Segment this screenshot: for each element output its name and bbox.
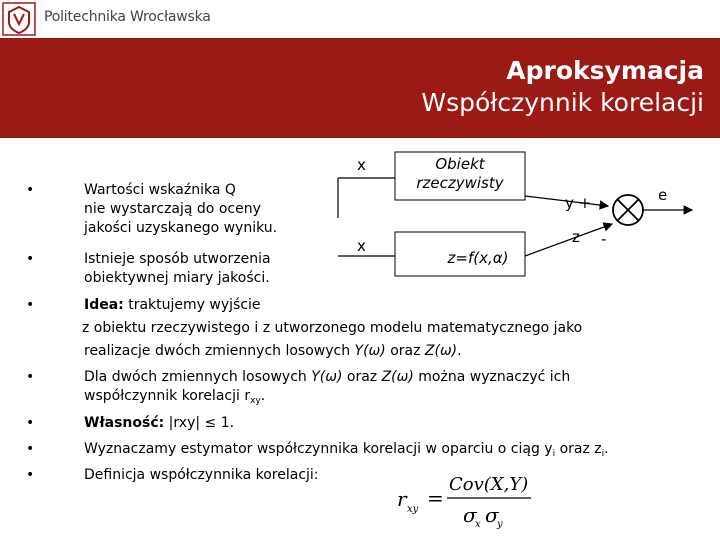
bullet-3-line-1: traktujemy wyjście bbox=[123, 297, 261, 313]
formula-sigma-2: σ bbox=[485, 503, 499, 527]
bullet-3-end: . bbox=[457, 343, 462, 359]
bullet-3-Z: Z(ω) bbox=[424, 343, 458, 359]
bullet-6-text: Wyznaczamy estymator współczynnika korelacji w oparciu o ciąg y bbox=[84, 441, 553, 457]
formula-numerator: Cov(X,Y) bbox=[449, 474, 529, 495]
formula-sigma-2-sub: y bbox=[497, 519, 503, 530]
formula-lhs: r bbox=[397, 487, 407, 511]
university-logo-icon bbox=[2, 2, 36, 36]
bullet-6-sub-1: i bbox=[552, 449, 556, 459]
input-x-bottom: x bbox=[357, 237, 366, 255]
slide-title: Aproksymacja bbox=[506, 56, 704, 85]
bullet-3-bold: Idea: bbox=[84, 297, 124, 313]
model-box-label: z=f(x,α) bbox=[447, 249, 509, 267]
bullet-3-cont bbox=[82, 319, 702, 338]
bullet-3-line-3: realizacje dwóch zmiennych losowych bbox=[84, 343, 355, 359]
formula-sigma-1-sub: x bbox=[475, 519, 481, 530]
bullet-1-line-2: nie wystarczają do oceny bbox=[84, 201, 261, 217]
object-box-line2: rzeczywisty bbox=[416, 174, 504, 192]
bullet-4-sub: xy bbox=[250, 396, 261, 406]
output-e-label: e bbox=[658, 186, 668, 204]
bullet-4-Y: Y(ω) bbox=[311, 369, 343, 385]
header-bar bbox=[0, 0, 720, 38]
bullet-1-line-1: Wartości wskaźnika Q bbox=[84, 182, 236, 198]
bullet-7-text: Definicja współczynnika korelacji: bbox=[84, 467, 319, 483]
bullet-2-line-2: obiektywnej miary jakości. bbox=[84, 270, 270, 286]
bullet-6-mid: oraz z bbox=[555, 441, 602, 457]
input-x-top: x bbox=[357, 156, 366, 174]
bullet-3-line-2: z obiektu rzeczywistego i z utworzonego modelu matematycznego jako bbox=[82, 320, 583, 336]
correlation-formula bbox=[395, 470, 535, 532]
z-line bbox=[525, 224, 612, 256]
formula-equals: = bbox=[427, 486, 444, 510]
bullet-6-sub-2: i bbox=[601, 449, 605, 459]
bullet-4-line-1b: można wyznaczyć ich bbox=[413, 369, 571, 385]
object-box-line1: Obiekt bbox=[435, 155, 485, 173]
y-plus-label: y + bbox=[565, 194, 592, 212]
bullet-4-end: . bbox=[260, 388, 266, 404]
bullet-6-end: . bbox=[604, 441, 609, 457]
bullet-4-oraz: oraz bbox=[342, 369, 382, 385]
bullet-5-text: |rxy| ≤ 1. bbox=[164, 415, 235, 431]
bullet-4-line-1a: Dla dwóch zmiennych losowych bbox=[84, 369, 312, 385]
bullet-1-line-3: jakości uzyskanego wyniku. bbox=[84, 220, 278, 236]
formula-sigma-1: σ bbox=[463, 503, 477, 527]
formula-lhs-sub: xy bbox=[407, 504, 419, 515]
bullet-4-line-2: współczynnik korelacji r bbox=[84, 388, 251, 404]
bullet-2-line-1: Istnieje sposób utworzenia bbox=[84, 251, 271, 267]
bullet-4-Z: Z(ω) bbox=[381, 369, 414, 385]
slide-subtitle: Współczynnik korelacji bbox=[421, 88, 704, 117]
bullet-3-cont2 bbox=[84, 342, 704, 361]
z-label: z bbox=[572, 228, 580, 246]
bullet-5-bold: Własność: bbox=[84, 415, 165, 431]
institution-name: Politechnika Wrocławska bbox=[44, 9, 211, 25]
bullet-3-oraz: oraz bbox=[385, 343, 425, 359]
bullet-3-Y: Y(ω) bbox=[354, 343, 386, 359]
minus-label: - bbox=[601, 230, 607, 248]
